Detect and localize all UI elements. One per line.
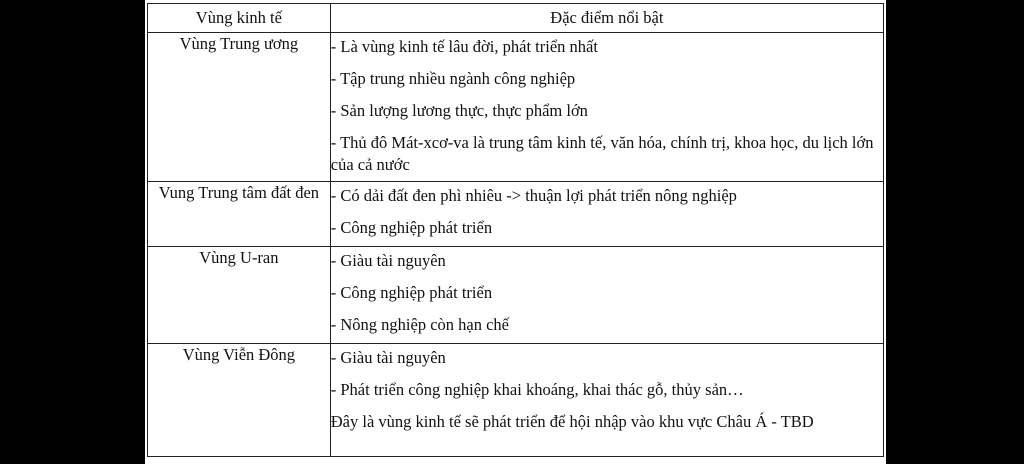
region-features	[330, 344, 883, 457]
table-row	[148, 344, 884, 457]
feature-item: - Giàu tài nguyên	[330, 251, 446, 270]
table-row	[148, 247, 884, 344]
region-features	[330, 182, 883, 247]
feature-item: - Công nghiệp phát triển	[330, 283, 493, 302]
feature-item: - Giàu tài nguyên	[330, 348, 446, 367]
feature-item: - Là vùng kinh tế lâu đời, phát triển nhất	[330, 37, 598, 56]
table-row	[148, 33, 884, 182]
feature-item: - Có dải đất đen phì nhiêu -> thuận lợi phát triển nông nghiệp	[330, 186, 737, 205]
feature-item: - Nông nghiệp còn hạn chế	[330, 315, 510, 334]
document-page	[145, 0, 886, 464]
region-features	[330, 247, 883, 344]
feature-item: - Tập trung nhiều ngành công nghiệp	[330, 69, 576, 88]
feature-item: - Thủ đô Mát-xcơ-va là trung tâm kinh tế, văn hóa, chính trị, khoa học, du lịch lớn của cả nước	[330, 133, 874, 174]
header-region: Vùng kinh tế	[148, 4, 331, 33]
region-features	[330, 33, 883, 182]
table-row	[148, 182, 884, 247]
region-name: Vùng Viễn Đông	[148, 344, 331, 457]
region-name: Vùng U-ran	[148, 247, 331, 344]
region-name: Vùng Trung ương	[148, 33, 331, 182]
feature-item: Đây là vùng kinh tế sẽ phát triển để hội nhập vào khu vực Châu Á - TBD	[330, 412, 814, 431]
header-features: Đặc điểm nổi bật	[330, 4, 883, 33]
feature-item: - Công nghiệp phát triển	[330, 218, 493, 237]
feature-item: - Phát triển công nghiệp khai khoáng, khai thác gỗ, thủy sản…	[330, 380, 744, 399]
table-header-row	[148, 4, 884, 33]
feature-item: - Sản lượng lương thực, thực phẩm lớn	[330, 101, 588, 120]
economic-regions-table	[147, 3, 884, 457]
region-name: Vung Trung tâm đất đen	[148, 182, 331, 247]
